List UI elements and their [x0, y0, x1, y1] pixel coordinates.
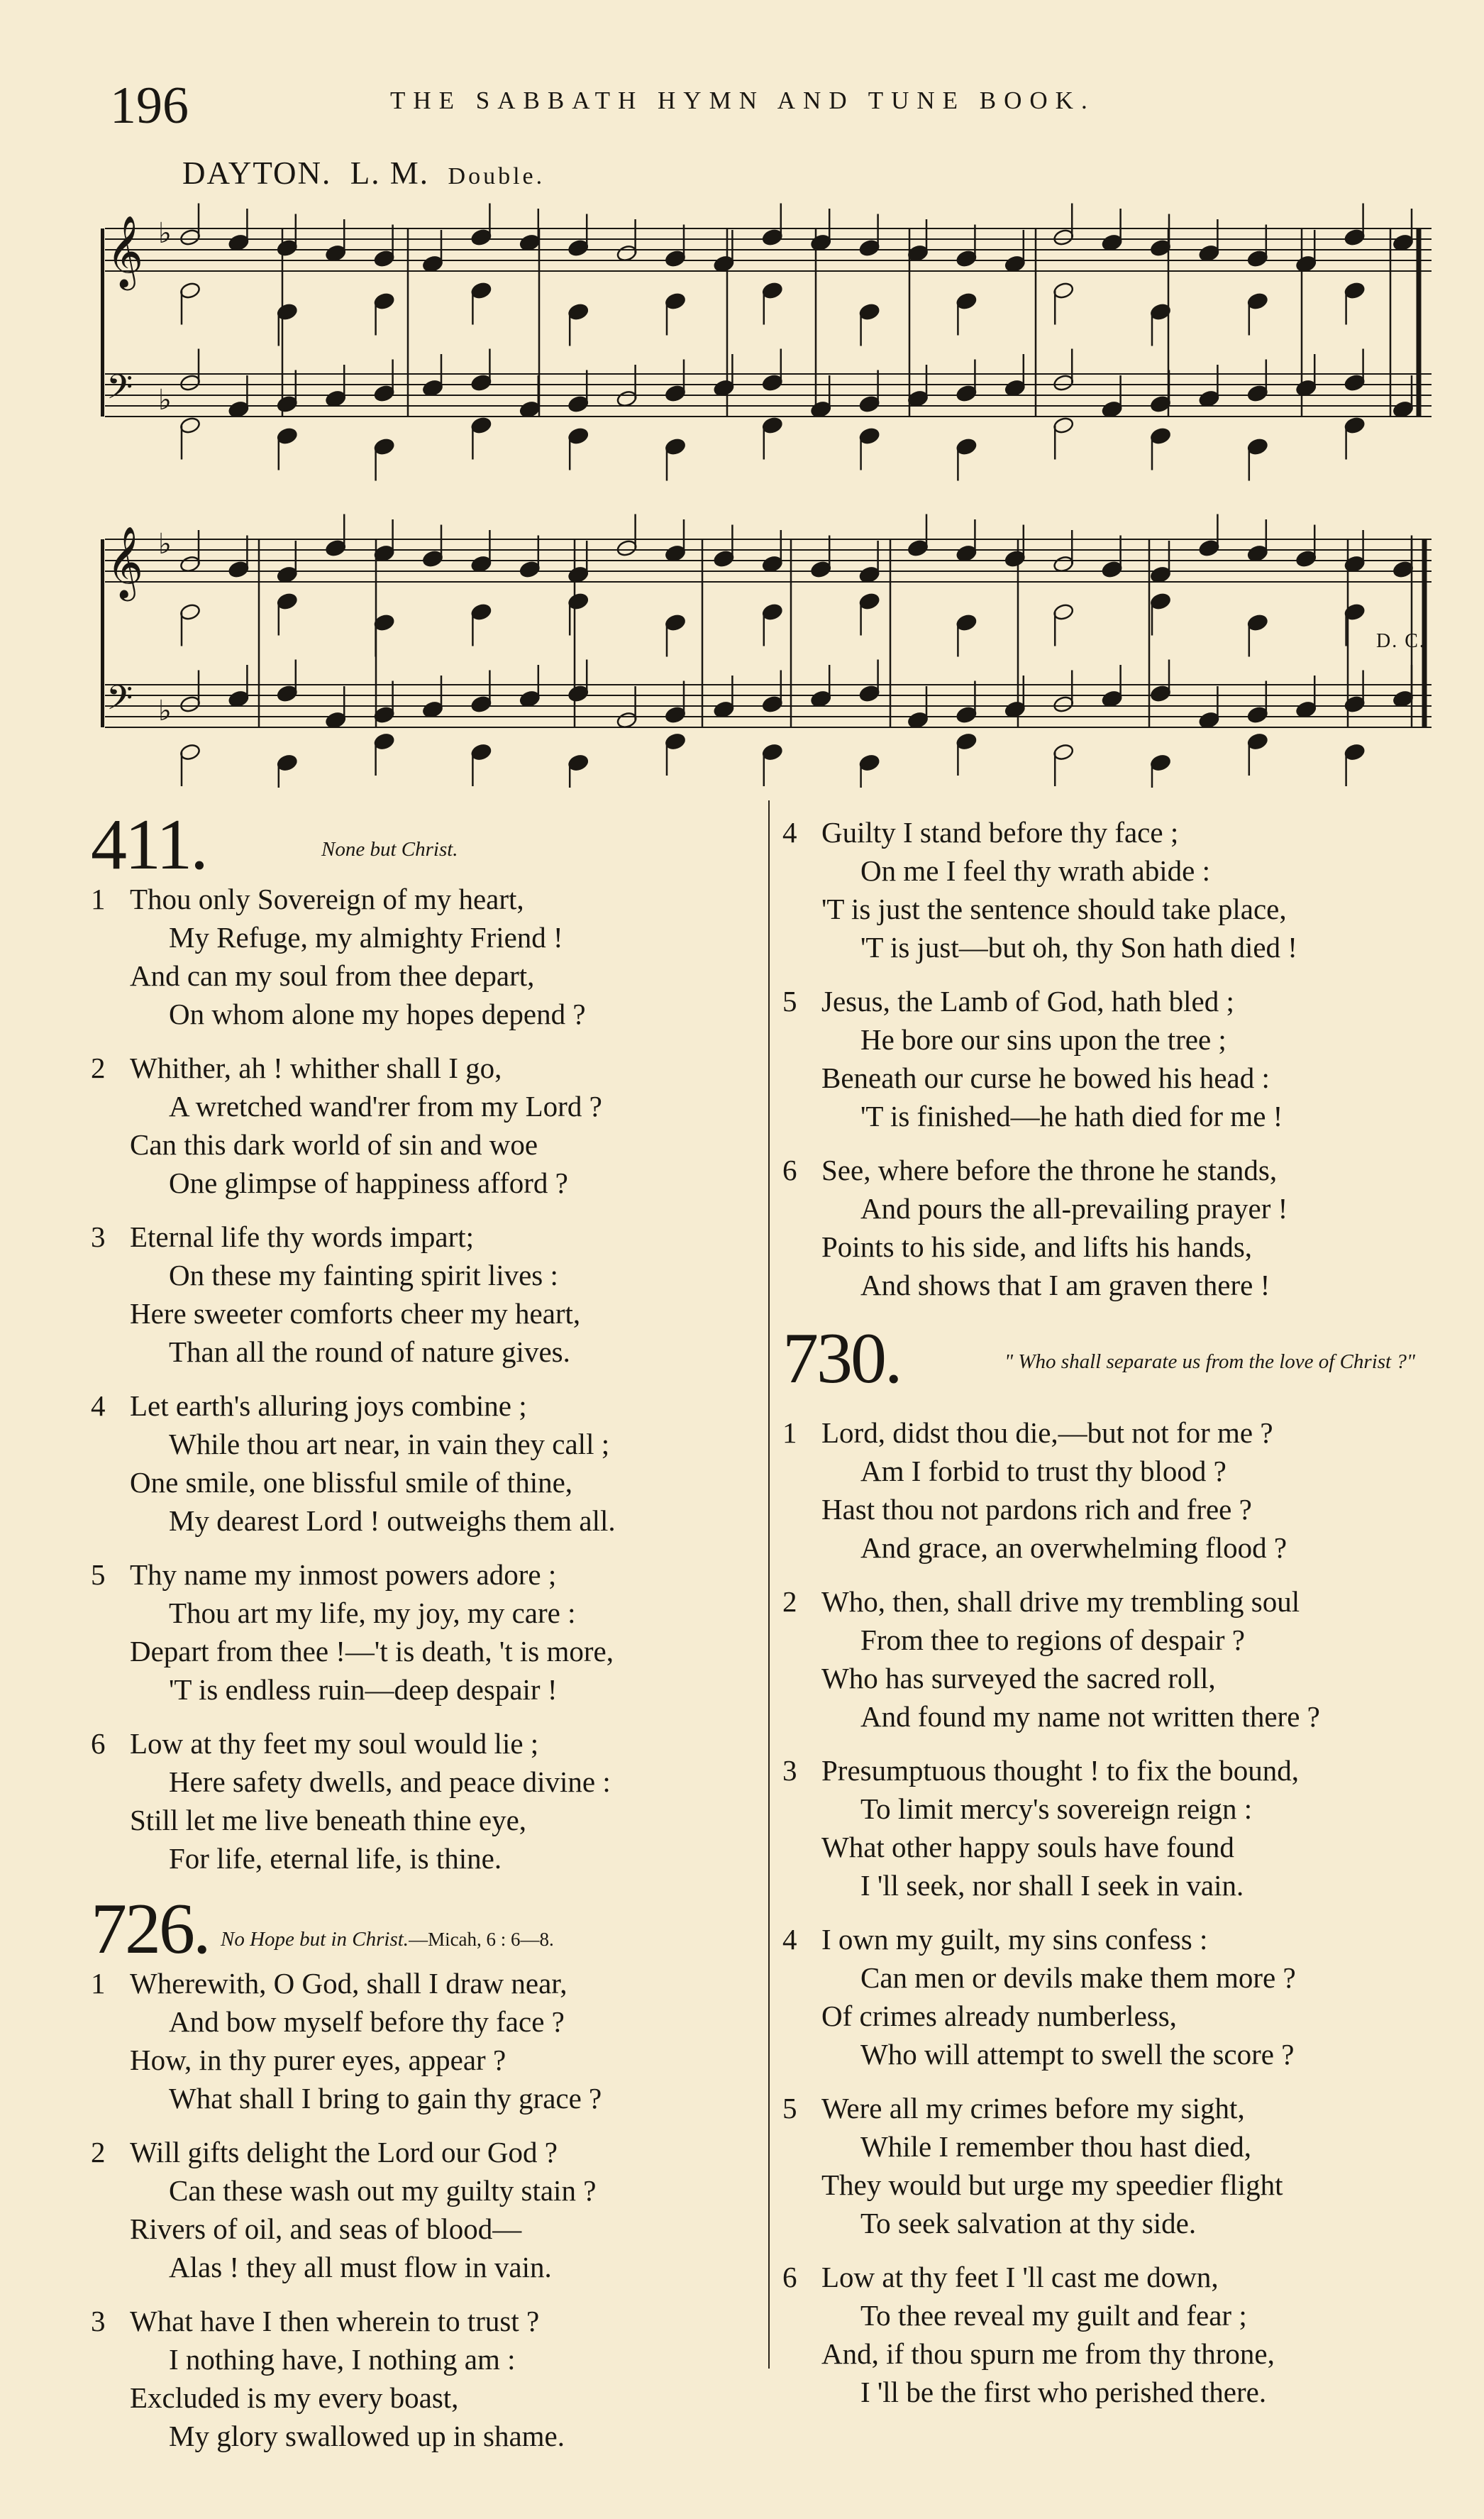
verse-line: My Refuge, my almighty Friend !: [169, 921, 563, 954]
verse-line: To thee reveal my guilt and fear ;: [860, 2299, 1247, 2332]
note-head: [956, 292, 978, 311]
note-head: [1247, 732, 1269, 751]
hymn-726-stanzas-part2: [782, 813, 1435, 1304]
verse-line: And, if thou spurn me from thy throne,: [821, 2337, 1275, 2370]
note-head: [665, 732, 687, 751]
system-bracket: [101, 539, 104, 727]
verse-line: Points to his side, and lifts his hands,: [821, 1230, 1253, 1263]
note-head: [762, 695, 784, 714]
stanza: [782, 1151, 1435, 1304]
hymn-number: 730.: [782, 1318, 901, 1399]
note-head: [1247, 292, 1269, 311]
note-head: [1198, 539, 1220, 558]
verse-line: I 'll seek, nor shall I seek in vain.: [860, 1869, 1244, 1902]
stanza-number: 2: [91, 1052, 106, 1084]
note-head: [1344, 743, 1366, 761]
verse-line: My dearest Lord ! outweighs them all.: [169, 1504, 616, 1537]
stanza-number: 5: [91, 1558, 106, 1591]
note-head: [858, 395, 880, 414]
stanza: [91, 1218, 758, 1371]
verse-line: To seek salvation at thy side.: [860, 2207, 1197, 2239]
stanza-number: 6: [782, 1154, 797, 1186]
note-head: [1247, 250, 1269, 268]
note-head: [956, 385, 978, 403]
verse-line: My glory swallowed up in shame.: [169, 2420, 565, 2452]
verse-line: Let earth's alluring joys combine ;: [130, 1389, 527, 1422]
verse-line: Thou only Sovereign of my heart,: [130, 883, 524, 915]
flat-sign: ♭: [158, 217, 172, 250]
note-head: [1344, 282, 1366, 300]
tune-name: DAYTON.: [182, 155, 332, 191]
stanza: [91, 1555, 758, 1709]
note-head: [1004, 550, 1026, 568]
verse-line: He bore our sins upon the tree ;: [860, 1023, 1226, 1056]
stanza: [91, 1049, 758, 1202]
column-divider: [768, 800, 770, 2369]
note-head: [567, 685, 589, 703]
verse-line: Who has surveyed the sacred roll,: [821, 1662, 1216, 1694]
treble-clef: 𝄞: [106, 214, 144, 287]
verse-line: Depart from thee !—'t is death, 't is more,: [130, 1635, 614, 1668]
note-head: [956, 732, 978, 751]
note-head: [1295, 550, 1317, 568]
verse-line: Beneath our curse he bowed his head :: [821, 1062, 1270, 1094]
note-head: [858, 592, 880, 611]
tune-variant: Double.: [448, 163, 546, 189]
verse-line: And shows that I am graven there !: [860, 1269, 1270, 1301]
verse-line: Guilty I stand before thy face ;: [821, 816, 1179, 849]
verse-line: Can this dark world of sin and woe: [130, 1128, 538, 1161]
note-head: [567, 754, 589, 772]
verse-line: Alas ! they all must flow in vain.: [169, 2251, 552, 2283]
stanza-number: 3: [782, 1754, 797, 1787]
verse-line: Low at thy feet I 'll cast me down,: [821, 2261, 1219, 2293]
verse-line: From thee to regions of despair ?: [860, 1624, 1245, 1656]
verse-line: On me I feel thy wrath abide :: [860, 854, 1210, 887]
page-number: 196: [110, 77, 189, 135]
note-head: [665, 385, 687, 403]
stanza-number: 1: [91, 883, 106, 915]
verse-line: And can my soul from thee depart,: [130, 959, 535, 992]
verse-line: Can these wash out my guilty stain ?: [169, 2174, 597, 2207]
note-head: [228, 561, 250, 579]
note-head: [713, 550, 735, 568]
hymn-730-stanzas: [782, 1413, 1435, 2411]
hymn-subtitle: [221, 1927, 554, 1952]
verse-line: What have I then wherein to trust ?: [130, 2305, 540, 2337]
verse-line: And bow myself before thy face ?: [169, 2005, 565, 2038]
stanza-number: 6: [782, 2261, 797, 2293]
note-head: [956, 614, 978, 632]
note-head: [762, 603, 784, 622]
note-head: [1101, 561, 1123, 579]
hymn-number: 726.: [91, 1889, 209, 1969]
stanza: [91, 2133, 758, 2286]
note-head: [1053, 743, 1075, 761]
da-capo-mark: D. C.: [1376, 630, 1426, 652]
note-head: [470, 282, 492, 300]
stanza: [782, 1751, 1435, 1905]
note-head: [470, 695, 492, 714]
verse-line: One glimpse of happiness afford ?: [169, 1167, 568, 1199]
stanza-number: 4: [782, 816, 797, 849]
note-head: [373, 732, 395, 751]
music-score: [0, 0, 1484, 788]
note-head: [1392, 561, 1414, 579]
verse-line: To limit mercy's sovereign reign :: [860, 1792, 1253, 1825]
note-head: [470, 743, 492, 761]
verse-line: 'T is just—but oh, thy Son hath died !: [860, 931, 1297, 964]
stanza: [782, 1582, 1435, 1736]
verse-line: I 'll be the first who perished there.: [860, 2376, 1267, 2408]
note-head: [277, 592, 299, 611]
stanza: [782, 1413, 1435, 1567]
stanza-number: 5: [782, 985, 797, 1018]
note-head: [277, 754, 299, 772]
note-head: [277, 303, 299, 321]
hymn-number: 411.: [91, 805, 206, 885]
verse-line: Here safety dwells, and peace divine :: [169, 1765, 611, 1798]
verse-line: Presumptuous thought ! to fix the bound,: [821, 1754, 1300, 1787]
note-head: [519, 561, 541, 579]
verse-line: 'T is just the sentence should take place,: [821, 893, 1287, 925]
note-head: [762, 228, 784, 247]
note-head: [373, 292, 395, 311]
flat-sign: ♭: [158, 384, 172, 417]
verse-line: Of crimes already numberless,: [821, 2000, 1177, 2032]
note-head: [567, 239, 589, 258]
note-head: [567, 395, 589, 414]
stanza-number: 1: [782, 1416, 797, 1449]
stanza: [91, 880, 758, 1033]
verse-line: Will gifts delight the Lord our God ?: [130, 2136, 558, 2168]
note-head: [762, 417, 784, 435]
left-column: [91, 805, 758, 2471]
note-head: [665, 614, 687, 632]
verse-line: And pours the all-prevailing prayer !: [860, 1192, 1288, 1225]
note-head: [858, 754, 880, 772]
stanza-number: 1: [91, 1967, 106, 2000]
hymn-730-heading: [782, 1318, 1435, 1413]
note-head: [1247, 614, 1269, 632]
verse-line: I own my guilt, my sins confess :: [821, 1923, 1208, 1956]
stanza-number: 2: [782, 1585, 797, 1618]
verse-line: On whom alone my hopes depend ?: [169, 998, 586, 1030]
note-head: [665, 438, 687, 456]
stanza: [782, 2089, 1435, 2242]
note-head: [762, 282, 784, 300]
note-head: [1344, 228, 1366, 247]
verse-line: Lord, didst thou die,—but not for me ?: [821, 1416, 1273, 1449]
note-head: [422, 550, 444, 568]
verse-line: Jesus, the Lamb of God, hath bled ;: [821, 985, 1234, 1018]
note-head: [567, 303, 589, 321]
verse-line: Wherewith, O God, shall I draw near,: [130, 1967, 567, 2000]
verse-line: I nothing have, I nothing am :: [169, 2343, 516, 2376]
note-head: [956, 438, 978, 456]
note-head: [277, 427, 299, 446]
note-head: [665, 250, 687, 268]
note-head: [179, 695, 201, 714]
note-head: [277, 685, 299, 703]
note-head: [179, 743, 201, 761]
note-head: [179, 417, 201, 435]
note-head: [1053, 282, 1075, 300]
flat-sign: ♭: [158, 528, 172, 561]
verse-line: Eternal life thy words impart;: [130, 1220, 475, 1253]
verse-line: For life, eternal life, is thine.: [169, 1842, 502, 1875]
note-head: [373, 250, 395, 268]
note-head: [277, 395, 299, 414]
verse-line: Whither, ah ! whither shall I go,: [130, 1052, 502, 1084]
note-head: [616, 539, 638, 558]
verse-line: Excluded is my every boast,: [130, 2381, 459, 2414]
verse-line: Low at thy feet my soul would lie ;: [130, 1727, 539, 1760]
note-head: [665, 706, 687, 724]
note-head: [470, 417, 492, 435]
verse-line: And grace, an overwhelming flood ?: [860, 1531, 1288, 1564]
note-head: [1053, 417, 1075, 435]
verse-line: While I remember thou hast died,: [860, 2130, 1252, 2163]
hymn-726-stanzas-part1: [91, 1964, 758, 2455]
stanza-number: 5: [782, 2092, 797, 2124]
note-head: [179, 374, 201, 392]
verse-line: How, in thy purer eyes, appear ?: [130, 2044, 506, 2076]
note-head: [1053, 695, 1075, 714]
stanza: [782, 1920, 1435, 2073]
note-head: [858, 685, 880, 703]
verse-line: They would but urge my speedier flight: [821, 2168, 1283, 2201]
hymn-subtitle: None but Christ.: [321, 838, 458, 861]
note-head: [1247, 438, 1269, 456]
note-head: [1150, 427, 1172, 446]
stanza: [91, 1964, 758, 2117]
stanza-number: 6: [91, 1727, 106, 1760]
note-head: [858, 303, 880, 321]
verse-line: Still let me live beneath thine eye,: [130, 1804, 527, 1836]
note-head: [470, 228, 492, 247]
stanza: [782, 813, 1435, 966]
stanza: [782, 982, 1435, 1135]
hymn-subtitle: " Who shall separate us from the love of Christ ?": [1004, 1350, 1416, 1373]
note-head: [665, 292, 687, 311]
verse-line: Rivers of oil, and seas of blood—: [130, 2212, 522, 2245]
stanza-number: 4: [91, 1389, 106, 1422]
verse-line: On these my fainting spirit lives :: [169, 1259, 558, 1291]
note-head: [373, 438, 395, 456]
verse-line: Who will attempt to swell the score ?: [860, 2038, 1295, 2071]
note-head: [470, 603, 492, 622]
note-head: [179, 228, 201, 247]
verse-line: Am I forbid to trust thy blood ?: [860, 1455, 1226, 1487]
note-head: [1247, 706, 1269, 724]
note-head: [1247, 385, 1269, 403]
note-head: [907, 539, 929, 558]
note-head: [179, 603, 201, 622]
hymn-726-heading: [91, 1889, 758, 1969]
note-head: [277, 239, 299, 258]
note-head: [858, 427, 880, 446]
flat-sign: ♭: [158, 695, 172, 727]
note-head: [325, 539, 347, 558]
note-head: [179, 282, 201, 300]
stanza: [91, 2302, 758, 2455]
verse-line: Hast thou not pardons rich and free ?: [821, 1493, 1252, 1526]
verse-line: Were all my crimes before my sight,: [821, 2092, 1245, 2124]
note-head: [1150, 754, 1172, 772]
note-head: [1053, 228, 1075, 247]
verse-line: 'T is finished—he hath died for me !: [860, 1100, 1283, 1132]
verse-line: While thou art near, in vain they call ;: [169, 1428, 610, 1460]
verse-line: One smile, one blissful smile of thine,: [130, 1466, 573, 1499]
note-head: [1053, 603, 1075, 622]
bass-clef: 𝄢: [106, 367, 133, 415]
note-head: [762, 743, 784, 761]
treble-clef: 𝄞: [106, 525, 144, 598]
stanza: [91, 1724, 758, 1878]
running-title: THE SABBATH HYMN AND TUNE BOOK.: [390, 87, 1095, 114]
right-column: [782, 813, 1435, 2427]
hymn-subtitle-text: No Hope but in Christ.: [221, 1928, 409, 1951]
verse-line: A wretched wand'rer from my Lord ?: [169, 1090, 602, 1123]
stanza: [91, 1387, 758, 1540]
note-head: [1150, 685, 1172, 703]
system-bracket: [101, 228, 104, 417]
stanza: [782, 2258, 1435, 2411]
bass-clef: 𝄢: [106, 678, 133, 726]
stanza-number: 3: [91, 2305, 106, 2337]
stanza-number: 3: [91, 1220, 106, 1253]
note-head: [1053, 374, 1075, 392]
verse-line: Who, then, shall drive my trembling soul: [821, 1585, 1300, 1618]
verse-line: 'T is endless ruin—deep despair !: [169, 1673, 558, 1706]
note-head: [858, 239, 880, 258]
verse-line: What other happy souls have found: [821, 1831, 1234, 1863]
scripture-reference: —Micah, 6 : 6—8.: [409, 1929, 554, 1950]
tune-meter: L. M.: [350, 155, 430, 191]
verse-line: Can men or devils make them more ?: [860, 1961, 1296, 1994]
note-head: [956, 706, 978, 724]
verse-line: Here sweeter comforts cheer my heart,: [130, 1297, 581, 1330]
verse-line: Thy name my inmost powers adore ;: [130, 1558, 557, 1591]
note-head: [1150, 592, 1172, 611]
verse-line: See, where before the throne he stands,: [821, 1154, 1278, 1186]
hymn-411-stanzas: [91, 880, 758, 1878]
note-head: [567, 592, 589, 611]
note-head: [956, 250, 978, 268]
note-head: [762, 374, 784, 392]
stanza-number: 2: [91, 2136, 106, 2168]
stanza-number: 4: [782, 1923, 797, 1956]
note-head: [1344, 417, 1366, 435]
hymn-411-heading: [91, 805, 758, 885]
note-head: [567, 427, 589, 446]
note-head: [373, 385, 395, 403]
note-head: [470, 374, 492, 392]
verse-line: Than all the round of nature gives.: [169, 1335, 570, 1368]
note-head: [1344, 374, 1366, 392]
verse-line: Thou art my life, my joy, my care :: [169, 1597, 576, 1629]
note-head: [810, 561, 832, 579]
verse-line: And found my name not written there ?: [860, 1700, 1320, 1733]
verse-line: What shall I bring to gain thy grace ?: [169, 2082, 602, 2115]
